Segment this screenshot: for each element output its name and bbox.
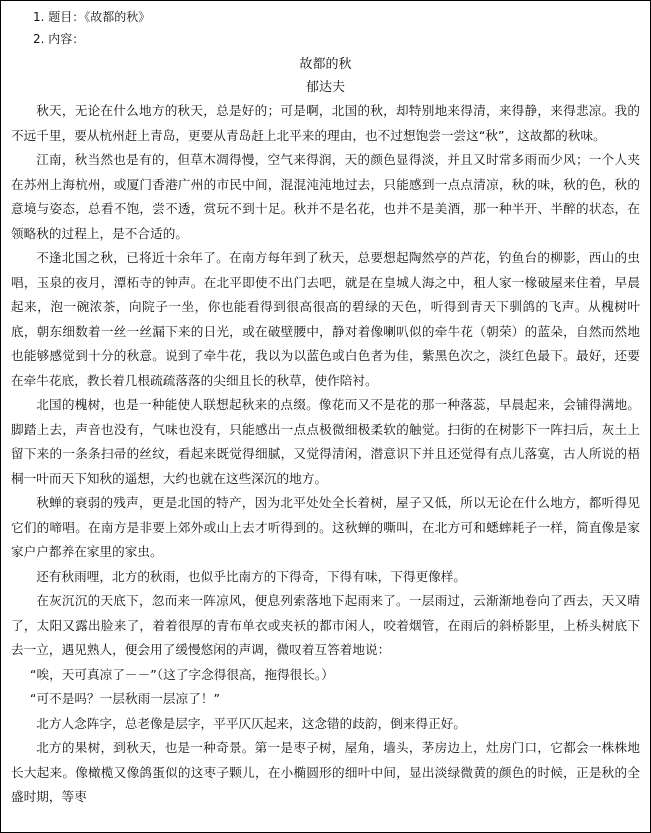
dialogue-line-2: “可不是吗？一层秋雨一层凉了！” — [29, 691, 221, 706]
paragraph-8: 北方人念阵字，总老像是层字，平平仄仄起来，这念错的歧韵，倒来得正好。 — [36, 715, 467, 731]
paragraph-5: 秋蝉的衰弱的残声，更是北国的特产，因为北平处处全长着树，屋子又低，所以无论在什么地方，都听得见它们的啼唱。在南方是非要上郊外或山上去才听得到的。这秋蝉的嘶叫，在北方可和蟋蟀耗子一样，简直像是家家户户都养在家里的家虫。 — [11, 495, 640, 559]
topic-line: 1. 题目：《故都的秋》 — [33, 10, 151, 24]
paragraph-3: 不逢北国之秋，已将近十余年了。在南方每年到了秋天，总要想起陶然亭的芦花，钓鱼台的柳影，西山的虫唱，玉泉的夜月，潭柘寺的钟声。在北平即使不出门去吧，就是在皇城人海之中，租人家一椽破屋来住着，早晨起来，泡一碗浓茶，向院子一坐，你也能看得到很高很高的碧绿的天色，听得到青天下驯鸽的飞声。从槐树叶底，朝东细数着一丝一丝漏下来的日光，或在破壁腰中，静对着像喇叭似的牵牛花（朝荣）的蓝朵，自然而然地也能够感觉到十分的秋意。说到了牵牛花，我以为以蓝色或白色者为佳，紫黑色次之，淡红色最下。最好，还要在牵牛花底，教长着几根疏疏落落的尖细且长的秋草，使作陪衬。 — [11, 250, 640, 388]
paragraph-4: 北国的槐树，也是一种能使人联想起秋来的点缀。像花而又不是花的那一种落蕊，早晨起来，会铺得满地。脚踏上去，声音也没有，气味也没有，只能感出一点点极微细极柔软的触觉。扫街的在树影下一阵扫后，灰土上留下来的一条条扫帚的丝纹，看起来既觉得细腻，又觉得清闲，潜意识下并且还觉得有点儿落寞，古人所说的梧桐一叶而天下知秋的遥想，大约也就在这些深沉的地方。 — [11, 397, 640, 486]
dialogue-line-1: “唉，天可真凉了－－”（这了字念得很高，拖得很长。） — [29, 666, 334, 682]
paragraph-2: 江南，秋当然也是有的，但草木凋得慢，空气来得润，天的颜色显得淡，并且又时常多雨而少风；一个人夹在苏州上海杭州，或厦门香港广州的市民中间，混混沌沌地过去，只能感到一点点清凉，秋的味，秋的色，秋的意境与姿态，总看不饱，尝不透，赏玩不到十足。秋并不是名花，也并不是美酒，那一种半开、半醉的状态，在领略秋的过程上，是不合适的。 — [11, 152, 640, 241]
paragraph-9: 北方的果树，到秋天，也是一种奇景。第一是枣子树，屋角，墙头，茅房边上，灶房门口，它都会一株株地长大起来。像橄榄又像鸽蛋似的这枣子颗儿，在小椭圆形的细叶中间，显出淡绿微黄的颜色的时候，正是秋的全盛时期，等枣 — [11, 740, 640, 804]
essay-title: 故都的秋 — [299, 57, 352, 72]
paragraph-1: 秋天，无论在什么地方的秋天，总是好的；可是啊，北国的秋，却特别地来得清，来得静，来得悲凉。我的不远千里，要从杭州赶上青岛，更要从青岛赶上北平来的理由，也不过想饱尝一尝这“秋”，这故都的秋味。 — [11, 103, 640, 143]
paragraph-6: 还有秋雨哩，北方的秋雨，也似乎比南方的下得奇，下得有味，下得更像样。 — [36, 568, 467, 584]
document-body — [1, 1, 650, 810]
essay-author: 郁达夫 — [305, 80, 345, 95]
paragraph-7: 在灰沉沉的天底下，忽而来一阵凉风，便息列索落地下起雨来了。一层雨过，云渐渐地卷向了西去，天又晴了，太阳又露出脸来了，着着很厚的青布单衣或夹袄的都市闲人，咬着烟管，在雨后的斜桥影里，上桥头树底下去一立，遇见熟人，便会用了缓慢悠闲的声调，微叹着互答着地说： — [11, 593, 640, 657]
content-line: 2. 内容： — [33, 32, 85, 46]
